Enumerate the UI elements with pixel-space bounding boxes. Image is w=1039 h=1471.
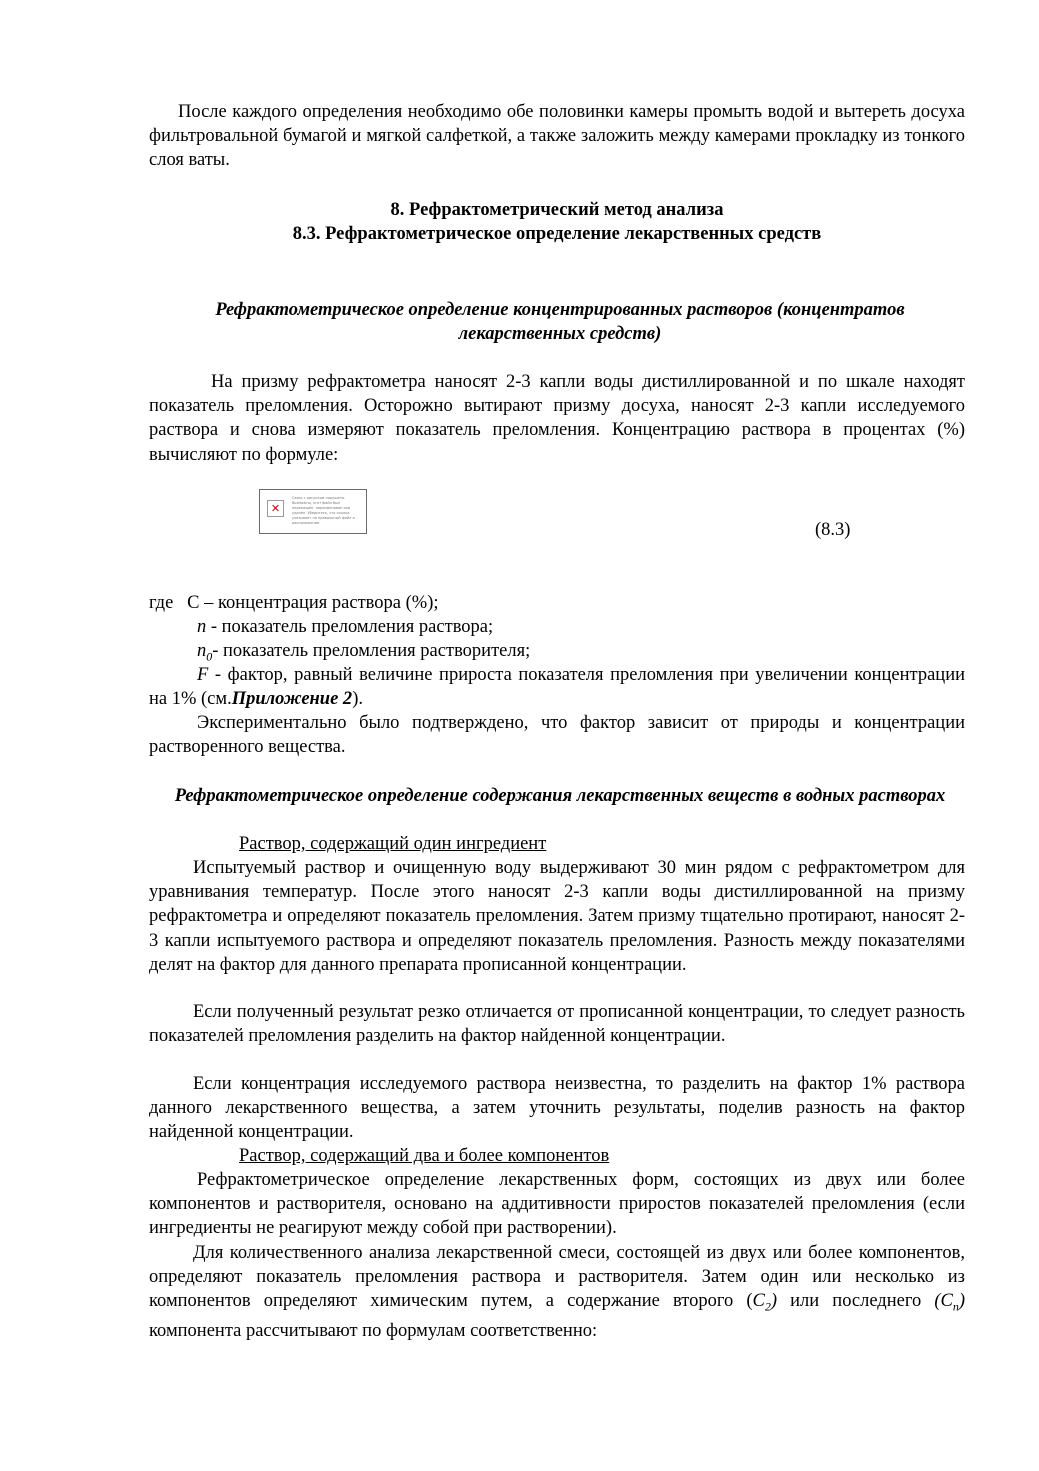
- mixture-text: Для количественного анализа лекарственной смеси, состоящей из двух или более компонентов, определяют показатель преломления раствора и растворителя. Затем один или несколько из компонентов определяют химическим путем, а содержание второго: [149, 1243, 965, 1312]
- paragraph-additivity: Рефрактометрическое определение лекарственных форм, состоящих из двух или более компонентов и растворителя, основано на аддитивности приростов показателей преломления (если ингредиенты не реагируют между собой при растворении).: [149, 1170, 965, 1239]
- appendix-reference: Приложение 2: [231, 689, 353, 710]
- paragraph-chamber-cleaning: После каждого определения необходимо обе половинки камеры промыть водой и вытереть досуха фильтровальной бумагой и мягкой салфеткой, а также заложить между камерами прокладку из тонкого слоя ваты.: [149, 102, 965, 171]
- formula-image-placeholder: [259, 489, 367, 534]
- paragraph-mixture-analysis: [149, 1241, 965, 1344]
- mixture-close: ): [770, 1291, 778, 1312]
- paragraph-if-differs: Если полученный результат резко отличается от прописанной концентрации, то следует разность показателей преломления разделить на фактор найденной концентрации.: [149, 1002, 965, 1047]
- paragraph-if-unknown: Если концентрация исследуемого раствора неизвестна, то разделить на фактор 1% раствора данного лекарственного вещества, а затем уточнить результаты, поделив разность на фактор найденной концентрации.: [149, 1074, 965, 1143]
- legend-n0-subscript: 0: [206, 649, 213, 664]
- c2-subscript: 2: [764, 1300, 771, 1315]
- legend-n0-definition: - показатель преломления растворителя;: [212, 641, 531, 661]
- chapter-heading: 8. Рефрактометрический метод анализа: [390, 200, 724, 220]
- paragraph-experimental: Экспериментально было подтверждено, что фактор зависит от природы и концентрации растворенного вещества.: [149, 713, 965, 758]
- broken-image-icon: ✕: [267, 500, 284, 517]
- subheading-aqueous-solutions: Рефрактометрическое определение содержания лекарственных веществ в водных растворах: [174, 786, 946, 806]
- legend-n-symbol: n: [197, 617, 207, 637]
- legend-f-definition: - фактор, равный величине прироста показателя преломления при увеличении концентрации на 1% (см.: [149, 665, 965, 710]
- legend-c: [149, 591, 439, 615]
- paragraph-prism-procedure: На призму рефрактометра наносят 2-3 капли воды дистиллированной и по шкале находят показатель преломления. Осторожно вытирают призму досуха, наносят 2-3 капли исследуемого раствора и снова измеряют показатель преломления. Концентрацию раствора в процентах (%) вычисляют по формуле:: [149, 372, 965, 465]
- broken-image-text: Связь с рисунком нарушена. Возможно, этот файл был перемещён, переименован или удалён. Убедитесь, что ссылка указывает на правильный файл и расположение.: [292, 496, 355, 525]
- cn-symbol: (С: [934, 1291, 953, 1312]
- legend-f-end: ).: [352, 689, 363, 710]
- legend-n0-symbol: n: [197, 641, 207, 661]
- subheading-one-ingredient: Раствор, содержащий один ингредиент: [239, 834, 547, 854]
- legend-f: [149, 663, 965, 711]
- legend-where: где: [149, 593, 174, 613]
- cn-close: ): [958, 1291, 965, 1312]
- c2-symbol: С: [752, 1291, 765, 1312]
- subheading-concentrates: Рефрактометрическое определение концентрированных растворов (концентратов лекарственных средств): [215, 300, 905, 345]
- legend-f-symbol: F: [197, 665, 209, 685]
- mixture-mid: или последнего: [777, 1291, 935, 1312]
- paragraph-test-solution: Испытуемый раствор и очищенную воду выдерживают 30 мин рядом с рефрактометром для уравнивания температур. После этого наносят 2-3 капли воды дистиллированной на призму рефрактометра и определяют показатель преломления. Затем призму тщательно протирают, наносят 2-3 капли испытуемого раствора и определяют показатель преломления. Разность между показателями делят на фактор для данного препарата прописанной концентрации.: [149, 858, 965, 975]
- subheading-two-components: Раствор, содержащий два и более компонентов: [239, 1146, 610, 1166]
- section-heading: 8.3. Рефрактометрическое определение лекарственных средств: [292, 224, 822, 244]
- mixture-open: (: [746, 1291, 753, 1312]
- mixture-end: компонента рассчитывают по формулам соответственно:: [149, 1321, 598, 1342]
- legend-n: [197, 615, 493, 639]
- legend-n-definition: - показатель преломления раствора;: [206, 617, 494, 637]
- cn-subscript: n: [952, 1300, 959, 1315]
- equation-number: (8.3): [815, 520, 851, 540]
- legend-c-definition: С – концентрация раствора (%);: [187, 593, 439, 613]
